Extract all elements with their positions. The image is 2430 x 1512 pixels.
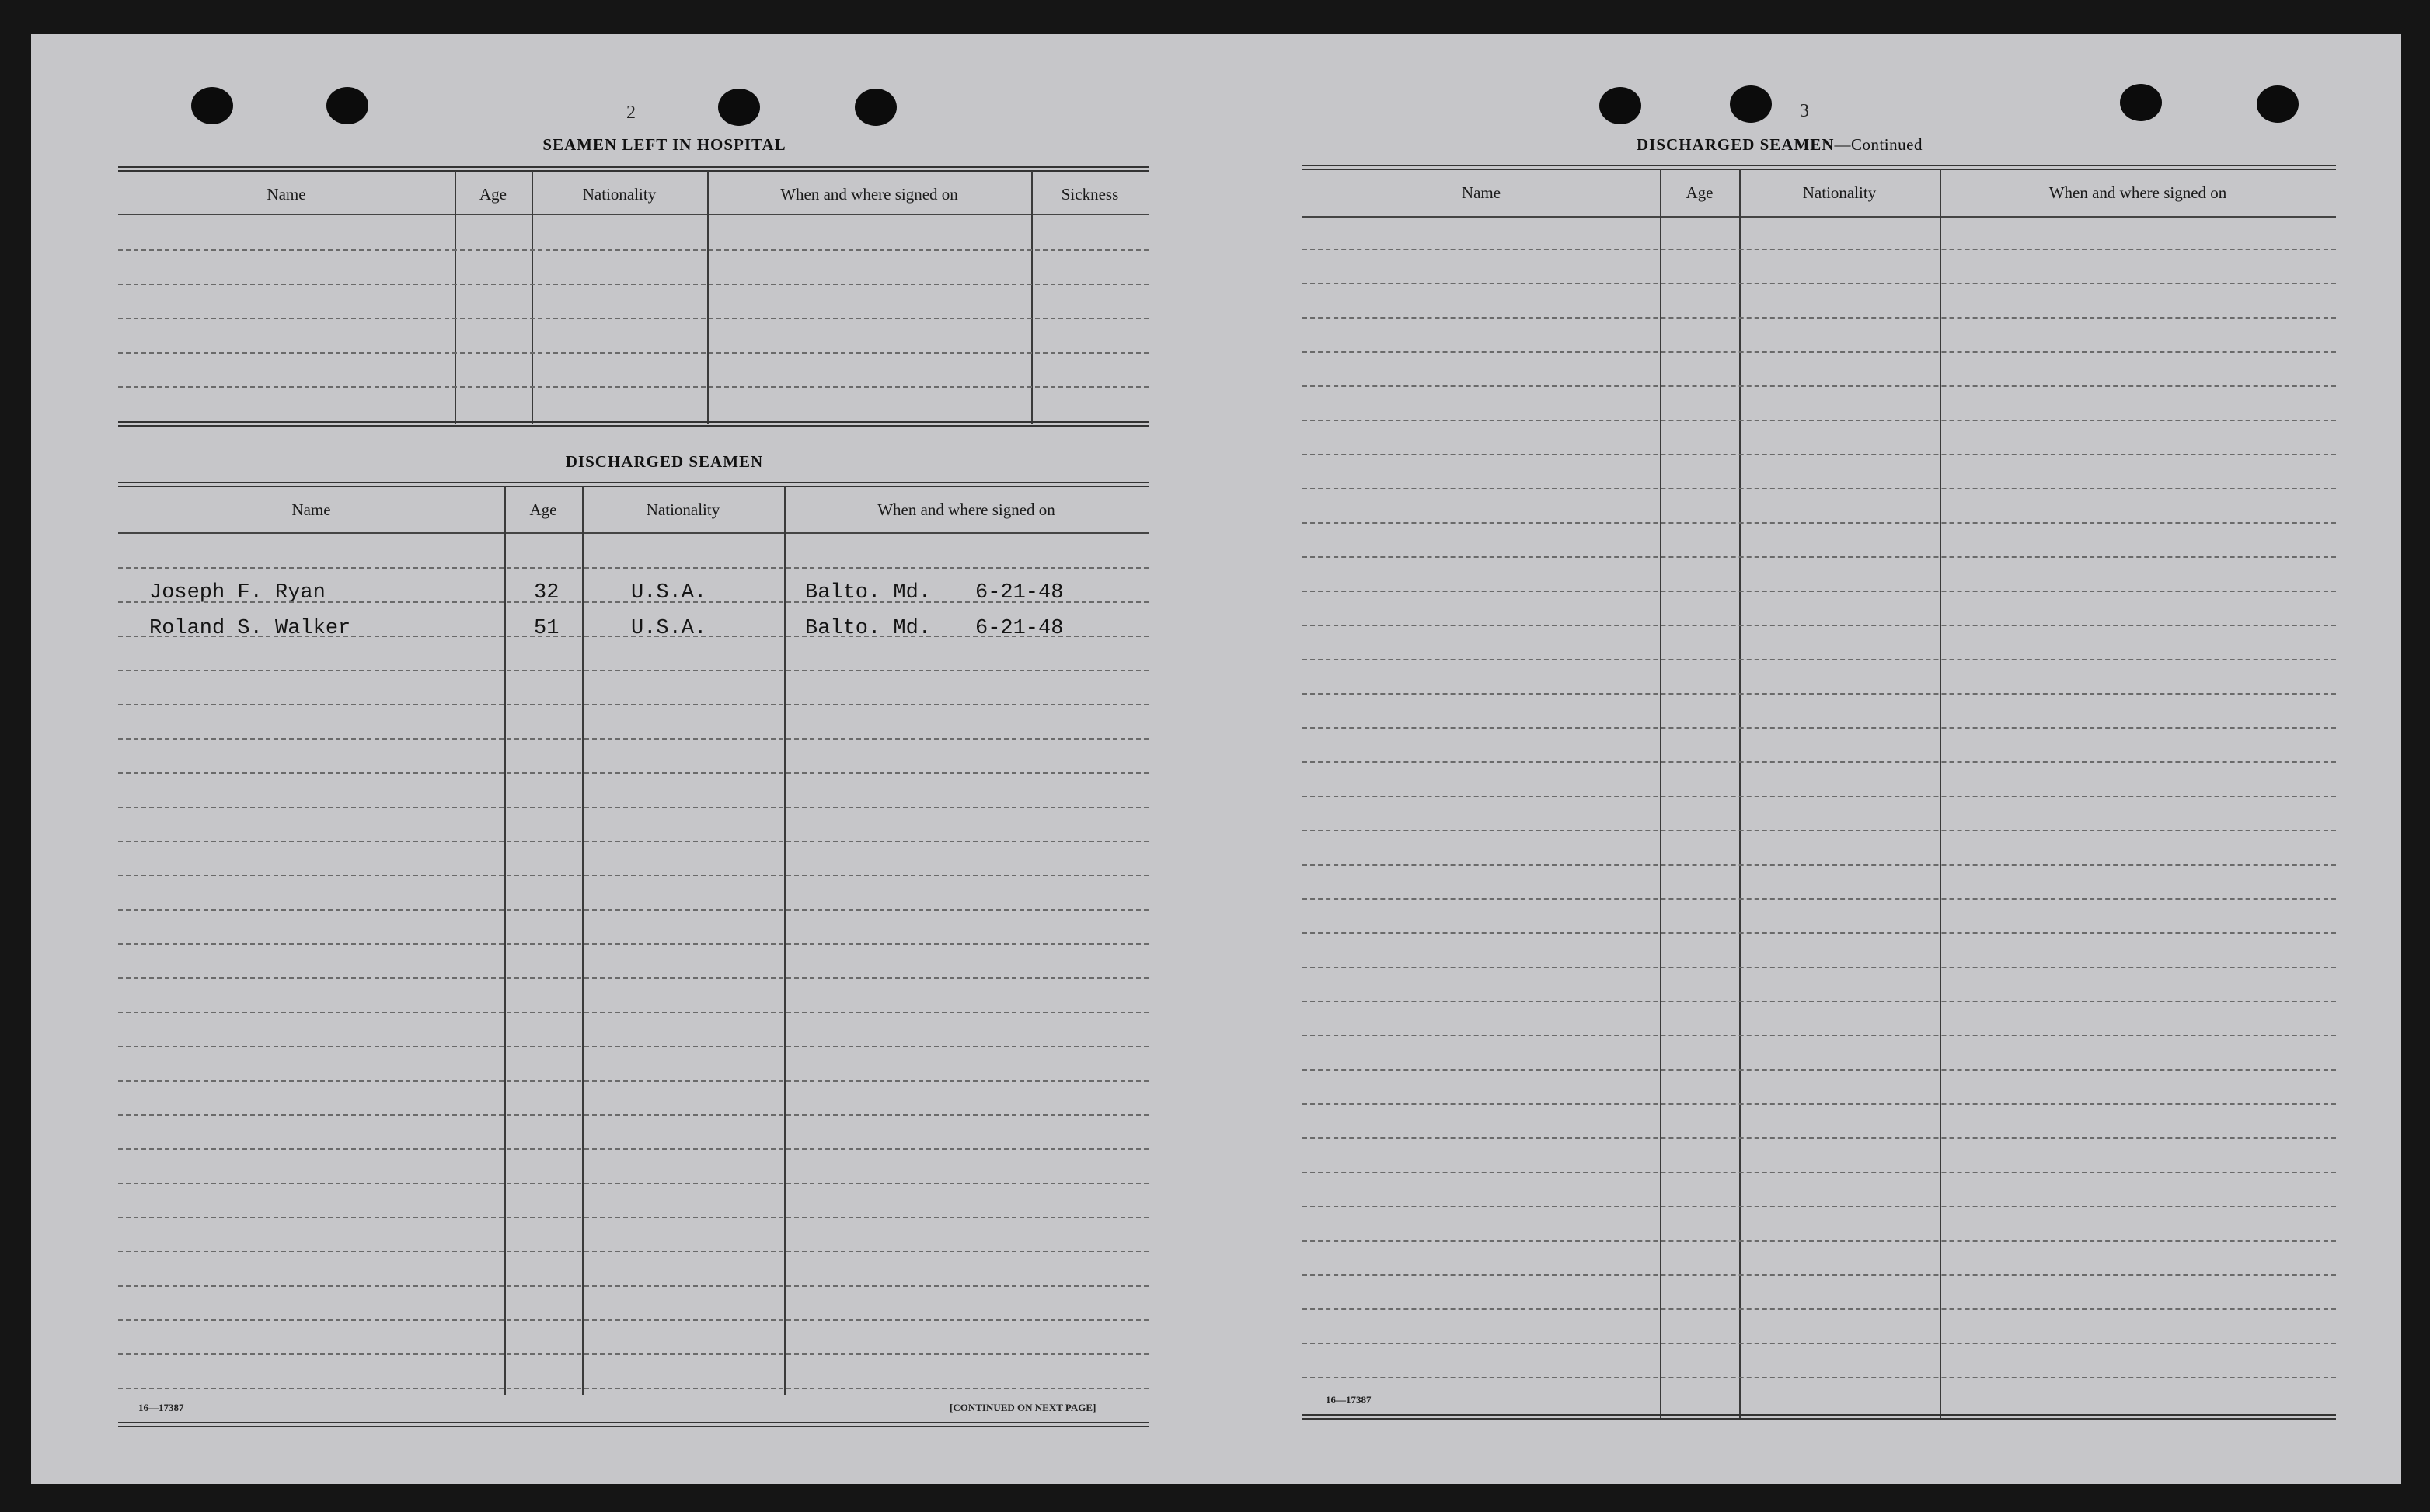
table-row	[118, 1319, 1149, 1321]
seaman-signed-place: Balto. Md.	[805, 581, 932, 604]
page-number-left: 2	[626, 103, 636, 123]
table-row	[1302, 454, 2336, 455]
table-row	[118, 875, 1149, 876]
punch-hole	[2257, 85, 2299, 123]
seaman-signed-date: 6-21-48	[975, 581, 1064, 604]
column-header-nationality: Nationality	[646, 500, 720, 519]
table-row	[1302, 1035, 2336, 1036]
column-header-signed-on: When and where signed on	[780, 185, 958, 204]
hospital-table	[118, 166, 1149, 466]
punch-hole	[1599, 87, 1641, 124]
table-row	[118, 1080, 1149, 1082]
table-row	[118, 567, 1149, 569]
column-header-age: Age	[529, 500, 557, 519]
table-row	[118, 704, 1149, 705]
column-header-nationality: Nationality	[582, 185, 657, 204]
table-row	[1302, 317, 2336, 319]
table-row	[118, 318, 1149, 319]
table-row	[1302, 488, 2336, 489]
table-row	[118, 977, 1149, 979]
table-row	[118, 909, 1149, 911]
form-sheet	[31, 34, 2401, 1484]
continued-note: [CONTINUED ON NEXT PAGE]	[950, 1402, 1096, 1413]
table-row	[1302, 1069, 2336, 1071]
punch-hole	[855, 89, 897, 126]
table-row	[118, 1148, 1149, 1150]
column-header-signed-on: When and where signed on	[2048, 183, 2227, 202]
table-row	[118, 601, 1149, 603]
punch-hole	[326, 87, 368, 124]
punch-hole	[1730, 85, 1772, 123]
column-header-nationality: Nationality	[1802, 183, 1877, 202]
table-row	[1302, 1103, 2336, 1105]
table-row	[1302, 1206, 2336, 1207]
table-row	[1302, 796, 2336, 797]
table-row	[118, 738, 1149, 740]
seaman-signed-date: 6-21-48	[975, 617, 1064, 640]
column-header-name: Name	[1461, 183, 1501, 202]
table-row	[1302, 1001, 2336, 1002]
table-row	[1302, 659, 2336, 660]
table-row	[1302, 591, 2336, 592]
table-row	[1302, 864, 2336, 866]
discharged-table	[118, 482, 1149, 1430]
column-header-sickness: Sickness	[1061, 185, 1119, 204]
table-row	[118, 386, 1149, 388]
table-row	[1302, 932, 2336, 934]
table-row	[118, 1183, 1149, 1184]
table-row	[1302, 1377, 2336, 1378]
table-row	[118, 670, 1149, 671]
punch-hole	[191, 87, 233, 124]
seaman-signed-place: Balto. Md.	[805, 617, 932, 640]
table-row	[1302, 693, 2336, 695]
table-row	[1302, 283, 2336, 284]
table-row	[1302, 727, 2336, 729]
table-row	[1302, 1343, 2336, 1344]
table-row	[118, 1251, 1149, 1252]
column-header-name: Name	[267, 185, 306, 204]
discharged-continued-title	[1624, 135, 1935, 155]
table-row	[1302, 1308, 2336, 1310]
table-row	[1302, 249, 2336, 250]
table-row	[1302, 830, 2336, 831]
column-header-name: Name	[291, 500, 331, 519]
column-header-age: Age	[479, 185, 507, 204]
table-row	[118, 352, 1149, 354]
table-row	[1302, 1137, 2336, 1139]
table-row	[1302, 420, 2336, 421]
table-row	[118, 1388, 1149, 1389]
table-row	[1302, 1274, 2336, 1276]
discharged-section-title: DISCHARGED SEAMEN	[565, 452, 764, 471]
table-row	[1302, 385, 2336, 387]
title-main: DISCHARGED SEAMEN	[1637, 135, 1835, 154]
table-row	[118, 249, 1149, 251]
seaman-nationality: U.S.A.	[631, 581, 707, 604]
table-row	[1302, 625, 2336, 626]
table-row	[118, 772, 1149, 774]
seaman-name: Joseph F. Ryan	[149, 581, 326, 604]
table-row	[118, 1285, 1149, 1287]
discharged-continued-table	[1302, 165, 2336, 1423]
punch-hole	[718, 89, 760, 126]
table-row	[1302, 898, 2336, 900]
hospital-section-title: SEAMEN LEFT IN HOSPITAL	[542, 135, 786, 154]
table-row	[1302, 522, 2336, 524]
table-row	[118, 807, 1149, 808]
table-row	[1302, 967, 2336, 968]
seaman-name: Roland S. Walker	[149, 617, 351, 640]
table-row	[118, 1046, 1149, 1047]
seaman-nationality: U.S.A.	[631, 617, 707, 640]
table-row	[118, 1353, 1149, 1355]
table-row	[1302, 556, 2336, 558]
table-row	[1302, 761, 2336, 763]
form-number-left: 16—17387	[138, 1402, 184, 1413]
form-number-right: 16—17387	[1326, 1394, 1372, 1406]
table-row	[118, 1012, 1149, 1013]
table-row	[118, 1114, 1149, 1116]
table-row	[118, 636, 1149, 637]
table-row	[118, 284, 1149, 285]
table-row	[118, 943, 1149, 945]
column-header-age: Age	[1686, 183, 1714, 202]
table-row	[118, 841, 1149, 842]
column-header-signed-on: When and where signed on	[877, 500, 1055, 519]
title-continued: —Continued	[1834, 135, 1923, 154]
seaman-age: 32	[534, 581, 560, 604]
page-number-right: 3	[1800, 101, 1809, 121]
seaman-age: 51	[534, 617, 560, 640]
table-row	[1302, 351, 2336, 353]
table-row	[1302, 1172, 2336, 1173]
table-row	[1302, 1240, 2336, 1242]
punch-hole	[2120, 84, 2162, 121]
table-row	[118, 1217, 1149, 1218]
